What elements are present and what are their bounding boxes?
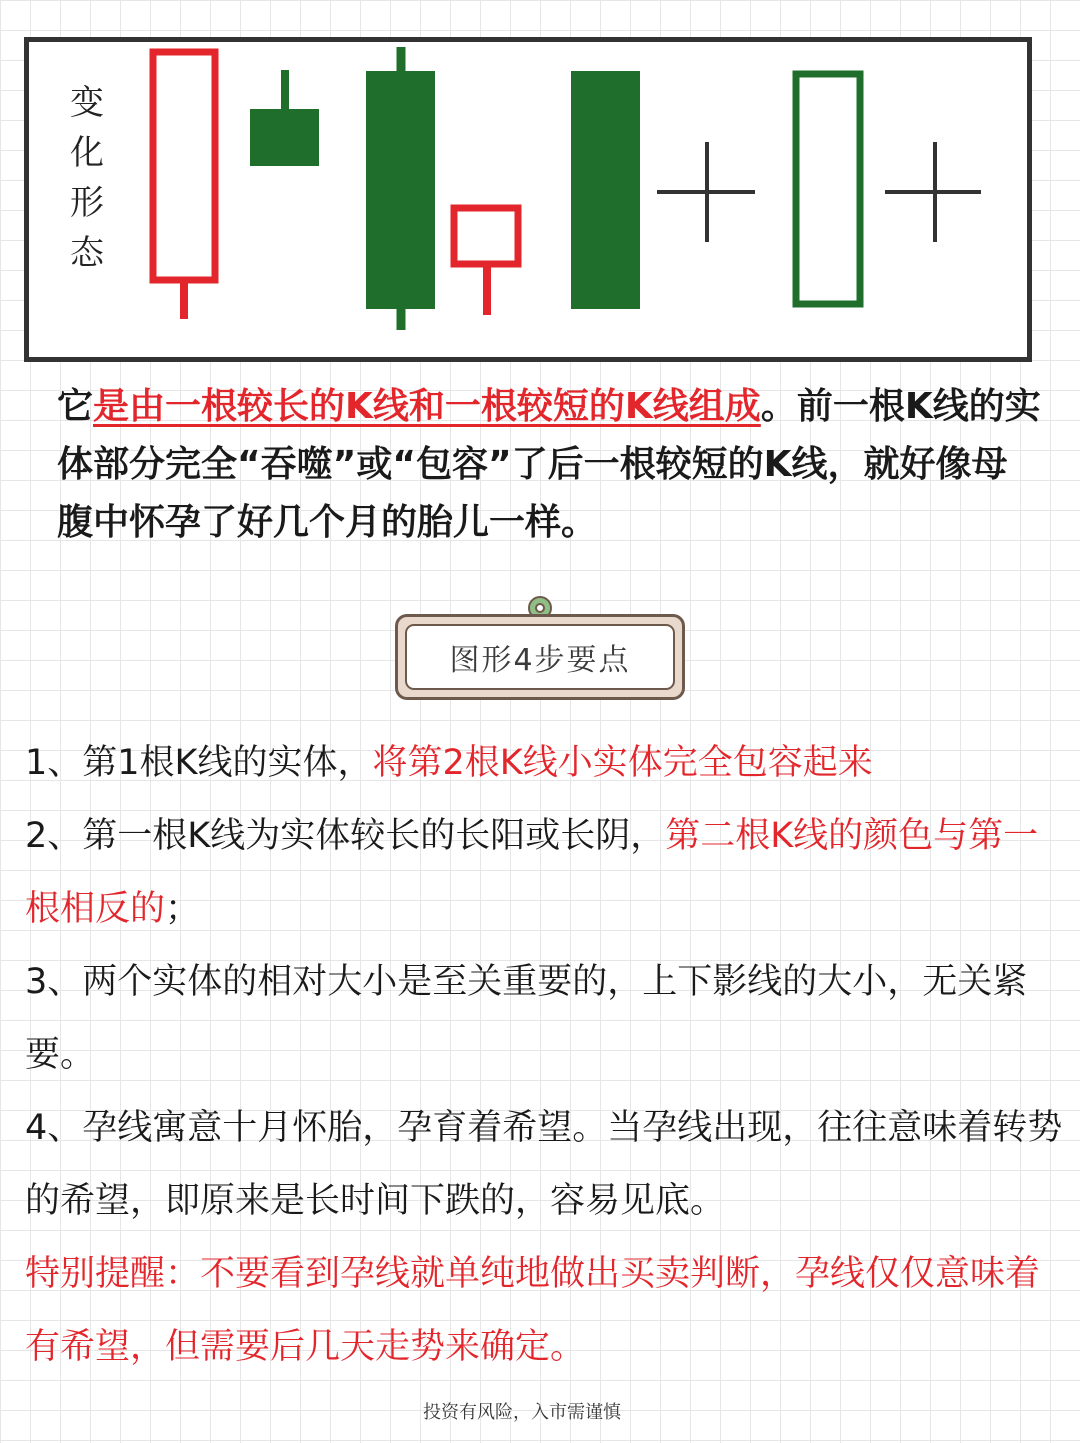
candle-small-hollow-red bbox=[454, 208, 518, 315]
candle-doji-cross-2 bbox=[885, 142, 981, 242]
point-4 bbox=[25, 1092, 1065, 1238]
candlestick-illustration bbox=[24, 37, 1032, 362]
candle-long-hollow-green bbox=[796, 74, 860, 304]
point-text: 2、第一根K线为实体较长的长阳或长阴， bbox=[25, 816, 666, 856]
key-points-tag bbox=[395, 614, 685, 700]
label-char: 化 bbox=[70, 133, 104, 173]
candle-long-filled-green-2 bbox=[571, 71, 640, 309]
key-points-list bbox=[25, 727, 1065, 1384]
point-emphasis: 将第2根K线小实体完全包容起来 bbox=[372, 743, 873, 783]
intro-rest: 。前一根K线的实体部分完全“吞噬”或“包容”了后一根较短的K线，就好像母腹中怀孕了好几个月的胎儿一样。 bbox=[57, 386, 1041, 543]
point-tail: ； bbox=[165, 889, 201, 929]
key-points-tag-label: 图形4步要点 bbox=[405, 624, 675, 690]
intro-paragraph bbox=[57, 378, 1042, 552]
label-char: 态 bbox=[70, 233, 104, 273]
intro-highlight: 是由一根较长的K线和一根较短的K线组成 bbox=[93, 386, 761, 427]
point-1 bbox=[25, 727, 1065, 800]
risk-disclaimer: 投资有风险，入市需谨慎 bbox=[423, 1402, 621, 1423]
label-char: 形 bbox=[70, 183, 104, 223]
candle-small-filled-green bbox=[250, 70, 319, 166]
point-emphasis: 第二根K线的颜色与第一根相反的 bbox=[25, 816, 1039, 929]
candle-long-filled-green bbox=[366, 47, 435, 330]
point-2 bbox=[25, 800, 1065, 946]
special-reminder: 特别提醒：不要看到孕线就单纯地做出买卖判断，孕线仅仅意味着有希望，但需要后几天走势来确定。 bbox=[25, 1254, 1041, 1367]
intro-prefix: 它 bbox=[57, 386, 94, 427]
variation-label bbox=[65, 78, 109, 278]
candle-long-hollow-red bbox=[153, 52, 215, 319]
label-char: 变 bbox=[70, 83, 104, 123]
point-text: 4、孕线寓意十月怀胎，孕育着希望。当孕线出现，往往意味着转势的希望，即原来是长时间下跌的，容易见底。 bbox=[25, 1108, 1063, 1221]
point-3 bbox=[25, 946, 1065, 1092]
candlestick-figure bbox=[29, 42, 1037, 367]
candle-doji-cross bbox=[657, 142, 755, 242]
point-text: 1、第1根K线的实体， bbox=[25, 743, 373, 783]
point-text: 3、两个实体的相对大小是至关重要的，上下影线的大小，无关紧要。 bbox=[25, 962, 1028, 1075]
